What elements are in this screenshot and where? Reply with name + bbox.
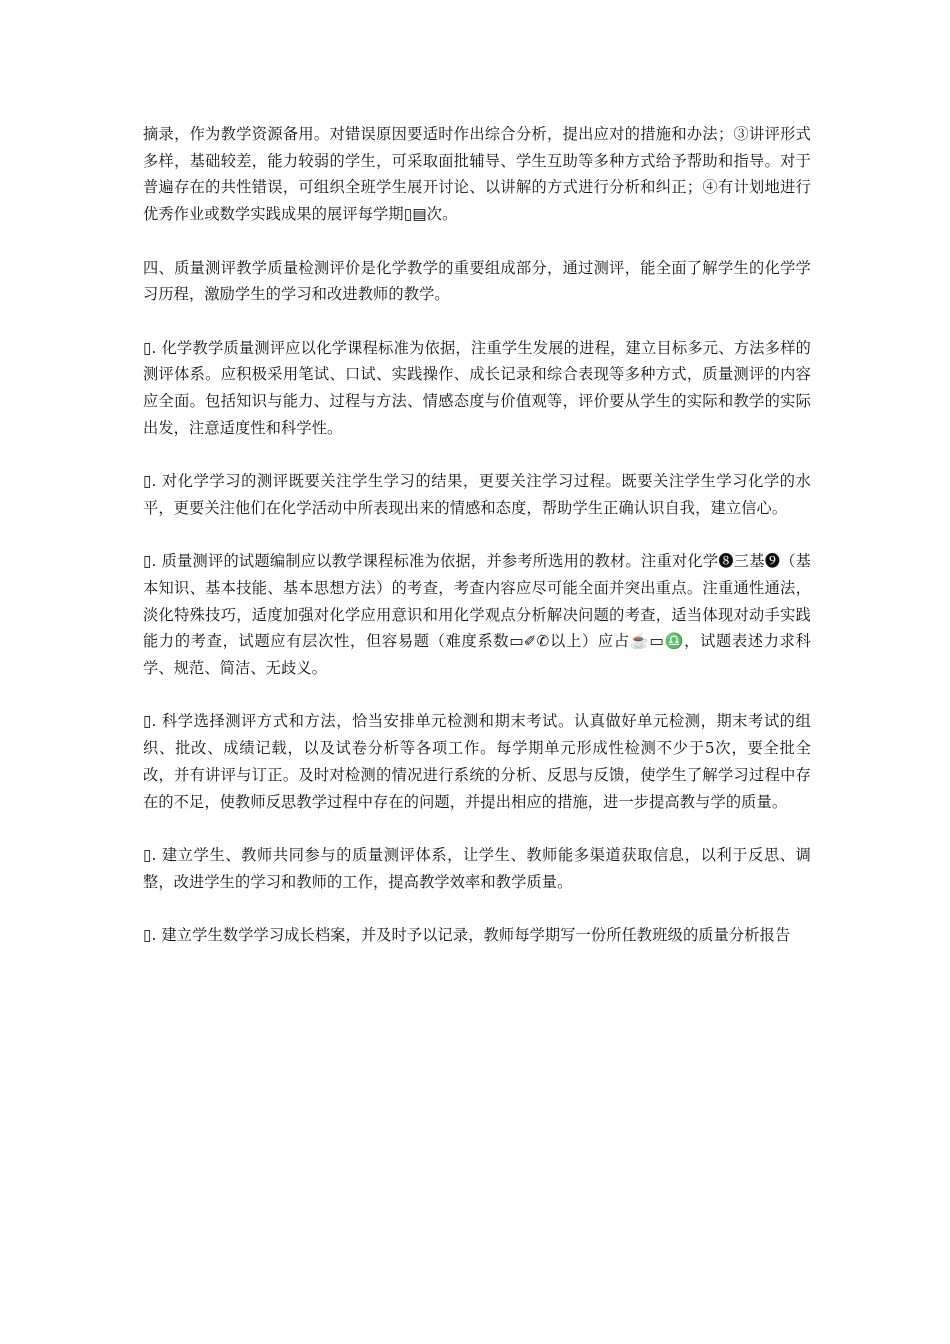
paragraph-gap — [143, 815, 811, 842]
paragraph-gap — [143, 895, 811, 922]
document-body — [143, 121, 811, 949]
paragraph-gap — [143, 308, 811, 335]
paragraph-item-5: ▯. 建立学生、教师共同参与的质量测评体系，让学生、教师能多渠道获取信息，以利于反思、调整，改进学生的学习和教师的工作，提高教学效率和教学质量。 — [143, 845, 811, 891]
paragraph-item-2: ▯. 对化学学习的测评既要关注学生学习的结果，更要关注学习过程。既要关注学生学习化学的水平，更要关注他们在化学活动中所表现出来的情感和态度，帮助学生正确认识自我，建立信心。 — [143, 472, 811, 517]
paragraph-gap — [143, 682, 811, 709]
paragraph-item-6: ▯. 建立学生数学学习成长档案，并及时予以记录，教师每学期写一份所任教班级的质量分析报告 — [143, 925, 791, 944]
paragraph-item-3: ▯. 质量测评的试题编制应以教学课程标准为依据，并参考所选用的教材。注重对化学❽三基❾（基本知识、基本技能、基本思想方法）的考查，考查内容应尽可能全面并突出重点。注重通性通法，淡化特殊技巧，适度加强对化学应用意识和用化学观点分析解决问题的考查，适当体现对动手实践能力的考查，试题应有层次性，但容易题（难度系数▭✐✆以上）应占☕▭♎，试题表述力求科学、规范、简洁、无歧义。 — [143, 552, 811, 677]
paragraph-gap — [143, 522, 811, 549]
paragraph-section-four-heading: 四、质量测评教学质量检测评价是化学教学的重要组成部分，通过测评，能全面了解学生的化学学习历程，激励学生的学习和改进教师的教学。 — [143, 258, 811, 304]
paragraph-item-1: ▯. 化学教学质量测评应以化学课程标准为依据，注重学生发展的进程，建立目标多元、方法多样的测评体系。应积极采用笔试、口试、实践操作、成长记录和综合表现等多种方式，质量测评的内容应全面。包括知识与能力、过程与方法、情感态度与价值观等，评价要从学生的实际和教学的实际出发，注意适度性和科学性。 — [143, 338, 811, 437]
paragraph-gap — [143, 228, 811, 255]
paragraph-excerpt-review: 摘录，作为教学资源备用。对错误原因要适时作出综合分析，提出应对的措施和办法；③讲评形式多样，基础较差，能力较弱的学生，可采取面批辅导、学生互助等多种方式给予帮助和指导。对于普遍存在的共性错误，可组织全班学生展开讨论、以讲解的方式进行分析和纠正；④有计划地进行优秀作业或数学实践成果的展评每学期▯▤次。 — [143, 125, 811, 224]
paragraph-item-4: ▯. 科学选择测评方式和方法，恰当安排单元检测和期末考试。认真做好单元检测，期末考试的组织、批改、成绩记载，以及试卷分析等各项工作。每学期单元形成性检测不少于5次，要全批全改，并有讲评与订正。及时对检测的情况进行系统的分析、反思与反馈，使学生了解学习过程中存在的不足，使教师反思教学过程中存在的问题，并提出相应的措施，进一步提高教与学的质量。 — [143, 712, 811, 811]
paragraph-gap — [143, 441, 811, 468]
